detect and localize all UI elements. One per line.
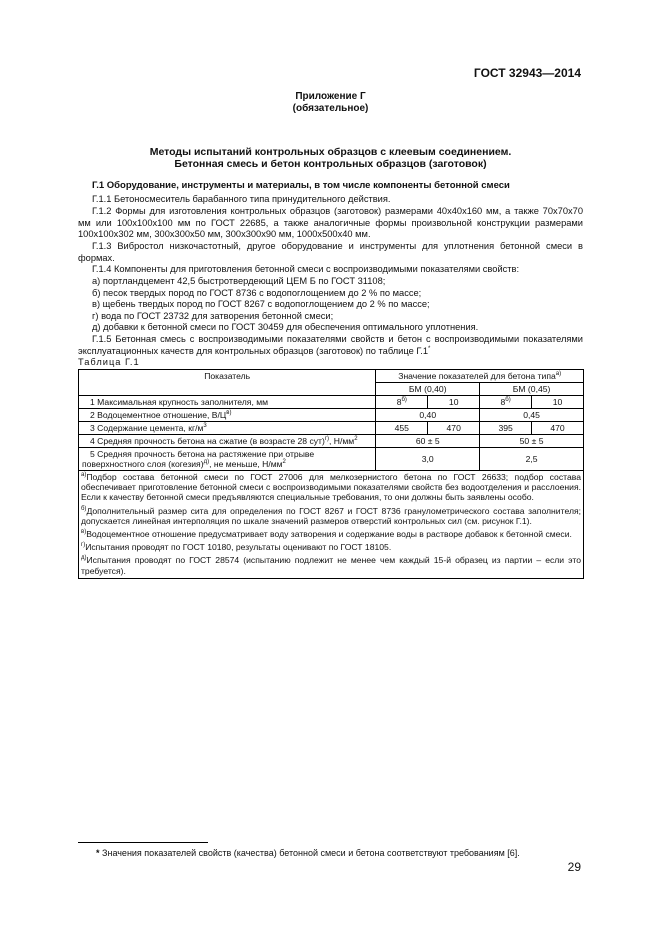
footnote-divider <box>78 842 208 843</box>
list-item: д) добавки к бетонной смеси по ГОСТ 30459 для обеспечения оптимального уплотнения. <box>92 322 479 332</box>
table-row: 1 Максимальная крупность заполнителя, мм $8^{б)}$ 10 $8^{б)}$ 10 <box>79 396 584 409</box>
table-note: $^{б)}$Дополнительный размер сита для определения по ГОСТ 8267 и ГОСТ 8736 гранулометрического состава заполнителя; допускается линейная интерполяция по шкале значений размеров отверстий контрольных сил (см. рисунок Г.1). <box>81 505 581 526</box>
paragraph-g15 <box>78 334 583 357</box>
main-title-line2: Бетонная смесь и бетон контрольных образцов (заготовок) <box>174 158 487 170</box>
footnote-mark: * <box>96 848 100 858</box>
table-header-type2: БМ (0,45) <box>480 383 584 396</box>
table-note: $^{д)}$Испытания проводят по ГОСТ 28574 (испытанию подлежит не менее чем каждый 15-й образец из партии – если это требуется). <box>81 555 581 576</box>
data-table <box>78 369 584 579</box>
table-notes <box>79 471 584 579</box>
footnote-text: Значения показателей свойств (качества) бетонной смеси и бетона соответствуют требованиям [6]. <box>102 848 520 858</box>
table-header-values: Значение показателей для бетона типа$^{а)}$ <box>376 370 584 383</box>
page-number: 29 <box>567 860 581 874</box>
list-item: г) вода по ГОСТ 23732 для затворения бетонной смеси; <box>92 311 334 321</box>
table-caption: Таблица Г.1 <box>78 357 140 367</box>
table-row: 3 Содержание цемента, $кг/м^3$ 455 470 395 470 <box>79 422 584 435</box>
list-item: в) щебень твердых пород по ГОСТ 8267 с водопоглощением до 2 % по массе; <box>92 299 430 309</box>
paragraph-g15-text: Г.1.5 Бетонная смесь с воспроизводимыми показателями свойств и бетон с воспроизводимыми показателями эксплуатационных качеств для контрольных образцов (заготовок) по таблице Г.1 <box>78 334 583 356</box>
list-item: а) портландцемент 42,5 быстротвердеющий ЦЕМ Б по ГОСТ 31108; <box>92 276 386 286</box>
table-note: $^{г)}$Испытания проводят по ГОСТ 10180, результаты оценивают по ГОСТ 18105. <box>81 542 392 553</box>
main-title-line1: Методы испытаний контрольных образцов с клеевым соединением. <box>149 146 512 158</box>
table-row: 4 Средняя прочность бетона на сжатие (в возрасте 28 сут)$^{г)}$, $Н/мм^2$ 60 ± 5 50 ± 5 <box>79 435 584 448</box>
table-header-type1: БМ (0,40) <box>376 383 480 396</box>
footnote <box>96 848 520 858</box>
paragraph-g12: Г.1.2 Формы для изготовления контрольных образцов (заготовок) размерами 40х40х160 мм, а также 70х70х70 мм или 100х100х100 мм по ГОСТ 22685, а также аналогичные формы произвольной конструкции размерами 100х100х302 мм, 300х300х50 мм, 300х300х90 мм, 1000х500х40 мм. <box>78 206 583 240</box>
footnote-marker: * <box>428 345 431 352</box>
paragraph-g14: Г.1.4 Компоненты для приготовления бетонной смеси с воспроизводимыми показателями свойств: <box>92 264 520 274</box>
appendix-title: Приложение Г <box>295 91 366 102</box>
table-header-indicator: Показатель <box>79 370 376 396</box>
list-item: б) песок твердых пород по ГОСТ 8736 с водопоглощением до 2 % по массе; <box>92 288 422 298</box>
paragraph-g13: Г.1.3 Вибростол низкочастотный, другое оборудование и инструменты для уплотнения бетонной смеси в формах. <box>78 241 583 263</box>
table-note: $^{в)}$Водоцементное отношение предусматривает воду затворения и содержание воды в растворе добавок к бетонной смеси. <box>81 529 572 540</box>
table-row: 5 Средняя прочность бетона на растяжение при отрыве поверхностного слоя (когезия)$^{д)}$, не меньше, $Н/мм^2$ 3,0 2,5 <box>79 448 584 471</box>
standard-number: ГОСТ 32943—2014 <box>473 66 581 80</box>
appendix-status: (обязательное) <box>292 103 369 114</box>
table-row: 2 Водоцементное отношение, $В/Ц^{в)}$ 0,40 0,45 <box>79 409 584 422</box>
table-note: $^{а)}$Подбор состава бетонной смеси по ГОСТ 27006 для мелкозернистого бетона по ГОСТ 26633; подбор состава обеспечивает приготовление бетонной смеси с воспроизводимыми показателями свойств без водоотделения и расслоения. Если к качеству бетонной смеси предъявляются специальные требования, то они должны быть заявлены особо. <box>81 472 581 503</box>
section-heading: Г.1 Оборудование, инструменты и материалы, в том числе компоненты бетонной смеси <box>92 180 510 191</box>
paragraph-g11: Г.1.1 Бетоносмеситель барабанного типа принудительного действия. <box>92 194 391 204</box>
